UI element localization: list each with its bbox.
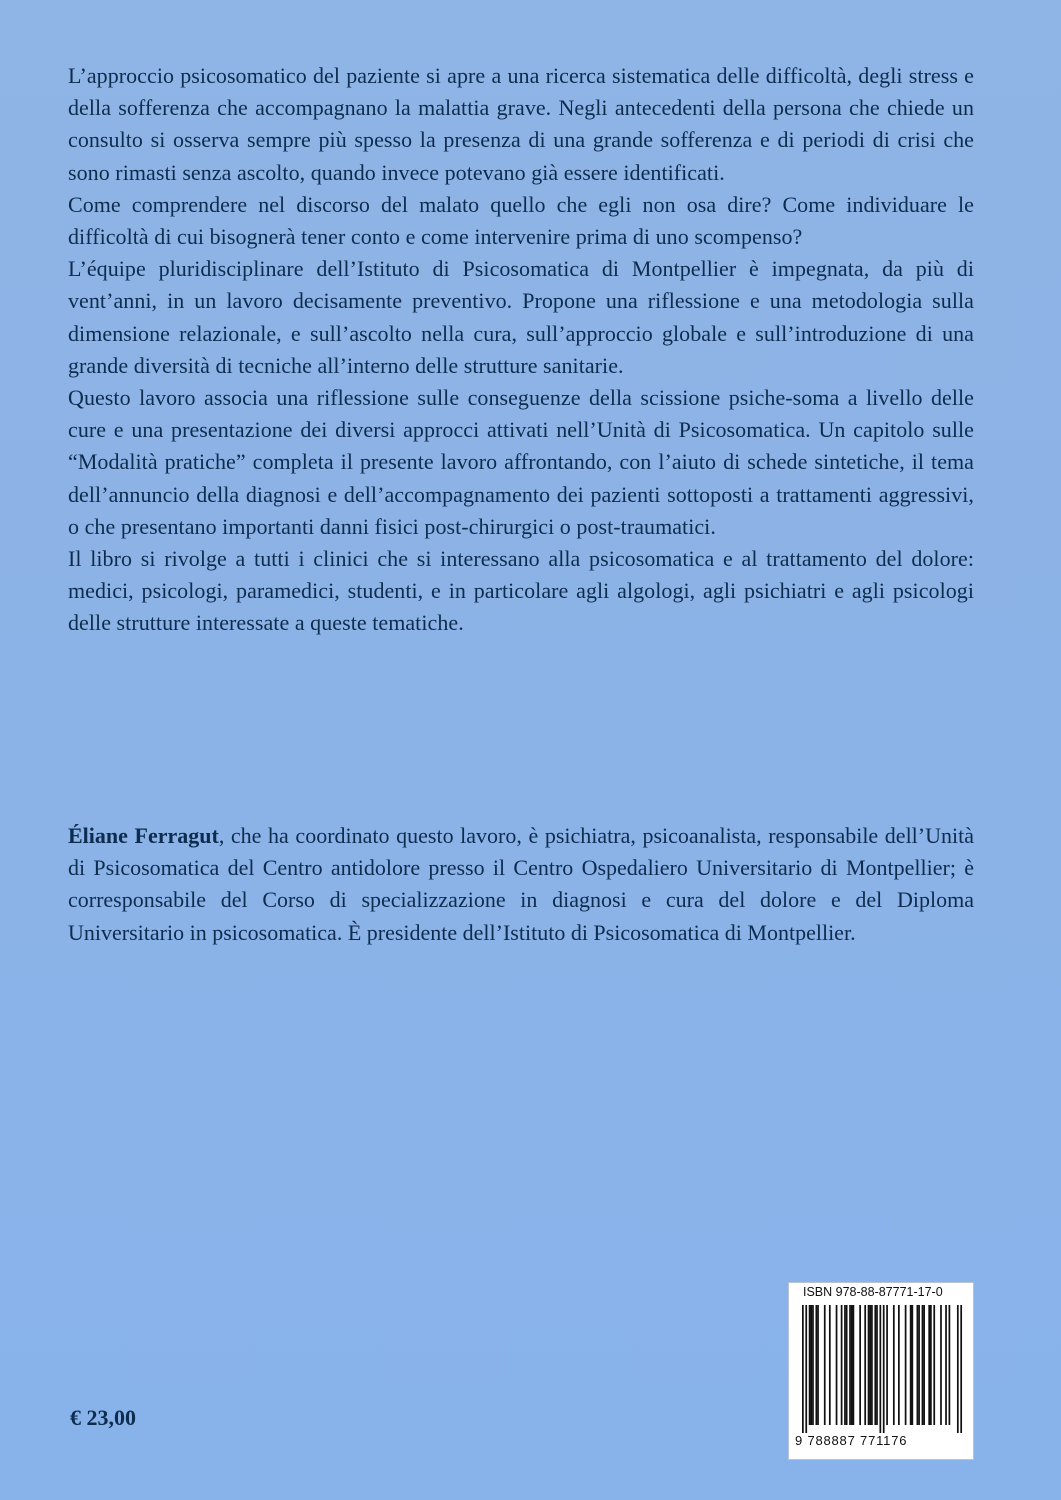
barcode-digits: 9 788887 771176 [795, 1433, 908, 1448]
barcode-bar [868, 1305, 870, 1425]
barcode-bar [810, 1305, 812, 1425]
barcode-bar [893, 1305, 895, 1425]
blurb-paragraph: Il libro si rivolge a tutti i clinici che si interessano alla psicosomatica e al trattamento del dolore: medici, psicologi, paramedici, studenti, e in particolare agli algologi, agli psichiatri e agli psicologi delle strutture interessate a queste tematiche. [68, 546, 974, 636]
barcode-bar [928, 1305, 930, 1425]
barcode-bar [851, 1305, 853, 1425]
blurb-paragraph: Come comprendere nel discorso del malato quello che egli non osa dire? Come individuare le difficoltà di cui bisognerà tener conto e come intervenire prima di uno scompenso? [68, 191, 974, 250]
barcode-bar [859, 1305, 861, 1425]
barcode-bar [802, 1305, 804, 1433]
barcode-bar [918, 1305, 920, 1425]
barcode-bar [809, 1305, 811, 1425]
blurb-text [68, 60, 974, 640]
barcode-bar [844, 1305, 846, 1425]
barcode-bar [871, 1305, 873, 1425]
barcode-bar [949, 1305, 951, 1425]
blurb-paragraph: L’équipe pluridisciplinare dell’Istituto di Psicosomatica di Montpellier è impegnata, da più di vent’anni, in un lavoro decisamente preventivo. Propone una riflessione e una metodologia sulla dimensione relazionale, e sull’ascolto nella cura, sull’approccio globale e sull’introduzione di una grande diversità di tecniche all’interno delle strutture sanitarie. [68, 256, 974, 378]
barcode-bar [849, 1305, 851, 1425]
barcode-bar [824, 1305, 826, 1425]
barcode-bar [911, 1305, 913, 1425]
barcode-bar [846, 1305, 848, 1425]
barcode-bar [945, 1305, 947, 1425]
barcode-bar [940, 1305, 942, 1425]
barcode-bar [836, 1305, 838, 1425]
blurb-paragraph: L’approccio psicosomatico del paziente si apre a una ricerca sistematica delle difficoltà, degli stress e della sofferenza che accompagnano la malattia grave. Negli antecedenti della persona che chiede un consulto si osserva sempre più spesso la presenza di una grande sofferenza e di periodi di crisi che sono rimasti senza ascolto, quando invece potevano già essere identificati. [68, 63, 974, 185]
barcode-bar [869, 1305, 871, 1425]
barcode-bar [923, 1305, 925, 1425]
blurb-paragraph: Questo lavoro associa una riflessione sulle conseguenze della scissione psiche-soma a livello delle cure e una presentazione dei diversi approcci attivati nell’Unità di Psicosomatica. Un capitolo sulle “Modalità pratiche” completa il presente lavoro affrontando, con l’aiuto di schede sintetiche, il tema dell’annuncio della diagnosi e dell’accompagnamento dei pazienti sottoposti a trattamenti aggressivi, o che presentano importanti danni fisici post-chirurgici o post-traumatici. [68, 385, 974, 539]
author-bio-text: , che ha coordinato questo lavoro, è psichiatra, psicoanalista, responsabile dell’Unità di Psicosomatica del Centro antidolore presso il Centro Ospedaliero Universitario di Montpellier; è corresponsabile del Corso di specializzazione in diagnosi e cura del dolore e del Diploma Universitario in psicosomatica. È presidente dell’Istituto di Psicosomatica di Montpellier. [68, 823, 974, 945]
barcode-bar [886, 1305, 888, 1425]
barcode-bar [805, 1305, 807, 1433]
barcode-bar [874, 1305, 876, 1425]
barcode-bar [853, 1305, 855, 1425]
barcode-bar [910, 1305, 912, 1425]
barcode-bar [898, 1305, 900, 1425]
barcode-bar [817, 1305, 819, 1425]
barcode-bar [960, 1305, 962, 1433]
barcode-bars [801, 1305, 963, 1433]
isbn-barcode [788, 1282, 974, 1460]
barcode-bar [883, 1305, 885, 1433]
barcode-bar [922, 1305, 924, 1425]
barcode-bar [957, 1305, 959, 1433]
price: € 23,00 [70, 1405, 136, 1430]
barcode-bar [879, 1305, 881, 1433]
barcode-bar [815, 1305, 817, 1425]
barcode-bar [905, 1305, 907, 1425]
barcode-bar [812, 1305, 814, 1425]
barcode-bar [841, 1305, 843, 1425]
barcode-bar [876, 1305, 878, 1425]
barcode-bar [829, 1305, 831, 1425]
barcode-bar [930, 1305, 932, 1425]
barcode-bar [864, 1305, 866, 1425]
barcode-bar [917, 1305, 919, 1425]
author-bio [68, 820, 974, 949]
barcode-bar [933, 1305, 935, 1425]
isbn-label: ISBN 978-88-87771-17-0 [803, 1285, 943, 1299]
author-name: Éliane Ferragut [68, 823, 219, 848]
